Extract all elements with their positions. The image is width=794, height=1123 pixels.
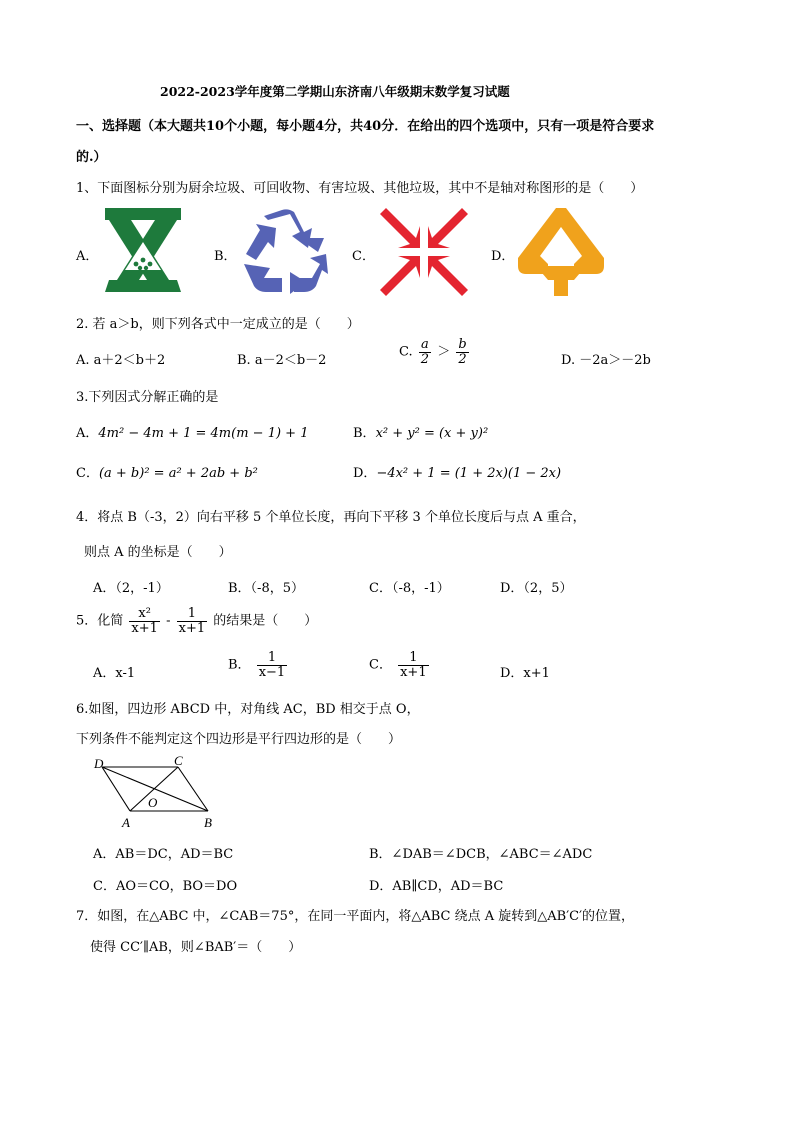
figure-label-d: D [94, 756, 104, 771]
q4-option-b: B．（-8，5） [228, 581, 304, 596]
q2-c-denominator-1: 2 [420, 351, 430, 367]
parallelogram-figure [90, 755, 230, 833]
q3-option-a-label: A． [76, 426, 99, 441]
q5-option-b-label: B． [228, 657, 251, 673]
q5-stem-suffix: 的结果是（ ） [213, 613, 318, 629]
q5-minus: - [166, 613, 171, 629]
q5-numerator-2: 1 [187, 606, 196, 621]
q2-option-b: B. a－2＜b－2 [237, 353, 327, 368]
q5-option-c [369, 651, 431, 679]
recycle-icon [238, 208, 332, 298]
q7-stem-line2: 使得 CC′∥AB，则∠BAB′＝（ ） [90, 940, 302, 955]
q6-stem-line1: 6.如图，四边形 ABCD 中，对角线 AC，BD 相交于点 O， [76, 702, 420, 717]
q3-option-d [353, 462, 561, 481]
q1-option-b-label: B． [214, 249, 237, 264]
figure-label-o: O [148, 795, 158, 810]
q3-option-c-expr: (a + b)² = a² + 2ab + b² [98, 466, 258, 481]
q2-option-a: A. a＋2＜b＋2 [76, 353, 166, 368]
q1-option-d-label: D． [491, 249, 515, 264]
q6-stem-line2: 下列条件不能判定这个四边形是平行四边形的是（ ） [76, 732, 402, 747]
q3-option-b-label: B． [353, 426, 376, 441]
q5-denominator-1: x+1 [131, 620, 158, 636]
q2-c-operator: ＞ [437, 344, 451, 360]
q6-option-b: B．∠DAB＝∠DCB，∠ABC＝∠ADC [369, 847, 593, 862]
q4-stem-line2: 则点 A 的坐标是（ ） [84, 545, 232, 560]
q7-stem-line1: 7．如图，在△ABC 中，∠CAB＝75°，在同一平面内，将△ABC 绕点 A 旋转到△AB′C′的位置， [76, 909, 635, 924]
q3-option-d-label: D． [353, 466, 377, 481]
hazardous-waste-icon [376, 204, 472, 300]
q4-option-d: D．（2，5） [500, 581, 573, 596]
q1-stem: 1、下面图标分别为厨余垃圾、可回收物、有害垃圾、其他垃圾，其中不是轴对称图形的是（ ） [76, 181, 644, 196]
q3-option-c-label: C． [76, 466, 99, 481]
figure-label-c: C [174, 755, 183, 768]
section-heading-line1: 一、选择题（本大题共10个小题，每小题4分，共40分．在给出的四个选项中，只有一项是符合要求 [76, 119, 655, 134]
q5-option-d: D．x+1 [500, 666, 550, 681]
q2-option-c-label: C. [399, 344, 413, 360]
q6-option-d: D．AB∥CD，AD＝BC [369, 879, 504, 894]
q5-option-a: A．x-1 [93, 666, 136, 681]
q5-option-c-label: C． [369, 657, 392, 673]
q4-stem-line1: 4．将点 B（-3，2）向右平移 5 个单位长度，再向下平移 3 个单位长度后与点 A 重合， [76, 510, 586, 525]
q2-c-denominator-2: 2 [456, 352, 468, 367]
q3-stem: 3.下列因式分解正确的是 [76, 390, 219, 405]
q6-option-a: A．AB＝DC，AD＝BC [93, 847, 234, 862]
q2-option-c [399, 338, 471, 366]
q5-c-denominator: x+1 [400, 664, 427, 680]
q3-option-d-expr: −4x² + 1 = (1 + 2x)(1 − 2x) [376, 466, 562, 481]
q3-option-b-expr: x² + y² = (x + y)² [375, 426, 489, 441]
q5-b-numerator: 1 [267, 650, 277, 665]
figure-label-b: B [204, 815, 212, 830]
q3-option-b [353, 422, 488, 441]
q3-option-a [76, 422, 308, 441]
q4-option-c: C．（-8，-1） [369, 581, 450, 596]
q3-option-a-expr: 4m² − 4m + 1 = 4m(m − 1) + 1 [98, 426, 309, 441]
q4-option-a: A．（2，-1） [93, 581, 169, 596]
q5-denominator-2: x+1 [178, 620, 206, 636]
section-heading-line2: 的.） [76, 150, 107, 165]
q1-option-a-label: A． [76, 249, 99, 264]
q5-option-b [228, 651, 289, 679]
other-waste-icon [516, 206, 606, 298]
q5-stem [76, 607, 317, 635]
q1-option-c-label: C． [352, 249, 375, 264]
q5-stem-prefix: 5．化简 [76, 613, 124, 629]
q5-c-numerator: 1 [409, 650, 418, 665]
q2-c-numerator-1: a [421, 337, 429, 352]
q5-b-denominator: x−1 [258, 664, 286, 680]
q3-option-c [76, 462, 258, 481]
q2-c-numerator-2: b [458, 337, 467, 352]
q2-option-d: D. －2a＞－2b [561, 353, 651, 368]
kitchen-waste-icon [103, 206, 183, 294]
q2-stem: 2. 若 a＞b，则下列各式中一定成立的是（ ） [76, 317, 360, 332]
q5-numerator-1: x² [138, 606, 151, 621]
figure-label-a: A [122, 815, 130, 830]
page-title: 2022-2023学年度第二学期山东济南八年级期末数学复习试题 [160, 84, 510, 99]
q6-option-c: C．AO＝CO，BO＝DO [93, 879, 238, 894]
